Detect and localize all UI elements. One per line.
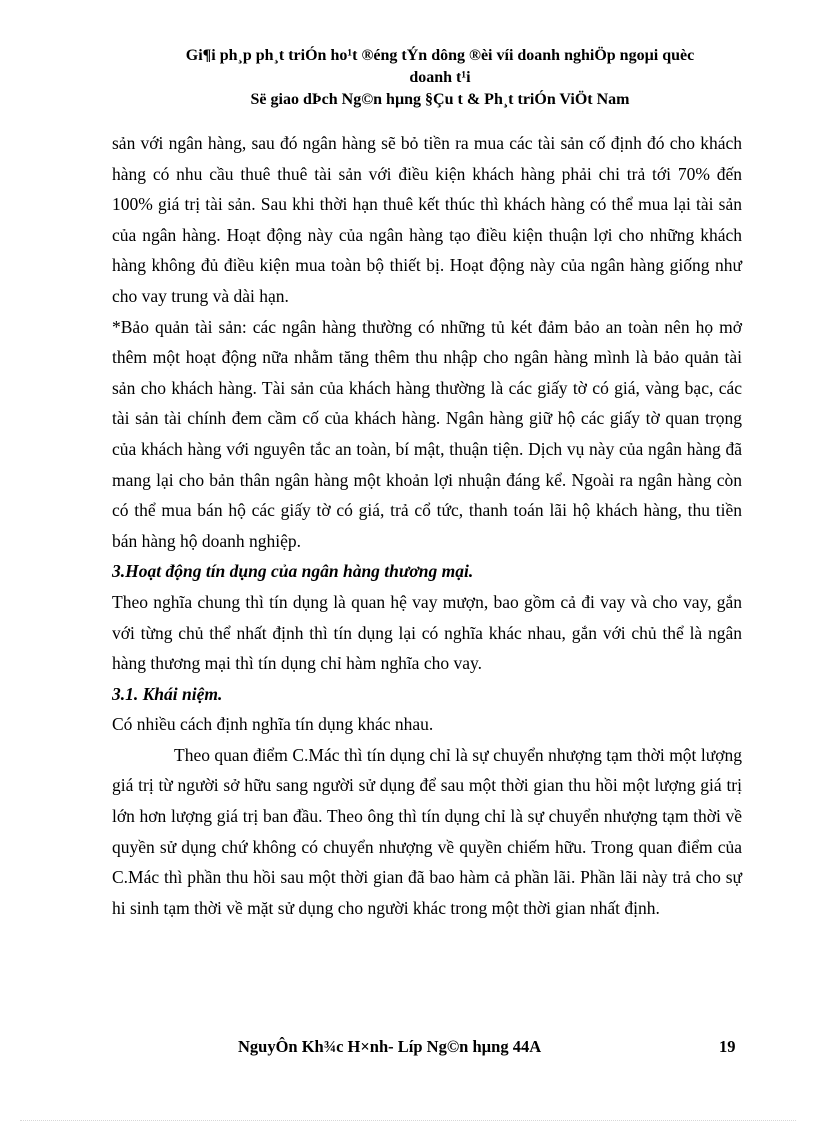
page-header xyxy=(100,45,780,111)
footer-author: NguyÔn Kh¾c H×nh- Líp Ng©n hµng 44A xyxy=(238,1037,542,1056)
paragraph-leasing: sản với ngân hàng, sau đó ngân hàng sẽ bỏ tiền ra mua các tài sản cố định đó cho khách hàng có nhu cầu thuê thuê tài sản với điều kiện khách hàng phải chi trả tới 70% đến 100% giá trị tài sản. Sau khi thời hạn thuê kết thúc thì khách hàng có thể mua lại tài sản của ngân hàng. Hoạt động này của ngân hàng tạo điều kiện thuận lợi cho những khách hàng không đủ điều kiện mua toàn bộ thiết bị. Hoạt động này của ngân hàng giống như cho vay trung và dài hạn. xyxy=(112,133,742,306)
page-number: 19 xyxy=(719,1037,736,1056)
paragraph-asset-safekeeping: *Bảo quản tài sản: các ngân hàng thường có những tủ két đảm bảo an toàn nên họ mở thêm một hoạt động nữa nhằm tăng thêm thu nhập cho ngân hàng mình là bảo quản tài sản cho khách hàng. Tài sản của khách hàng thường là các giấy tờ có giá, vàng bạc, các tài sản tài chính đem cầm cố của khách hàng. Ngân hàng giữ hộ các giấy tờ quan trọng của khách hàng với nguyên tắc an toàn, bí mật, thuận tiện. Dịch vụ này của ngân hàng đã mang lại cho bản thân ngân hàng một khoản lợi nhuận đáng kể. Ngoài ra ngân hàng còn có thể mua bán hộ các giấy tờ có giá, trả cổ tức, thanh toán lãi hộ khách hàng, thu tiền bán hàng hộ doanh nghiệp. xyxy=(112,316,742,551)
paragraph-definitions-intro: Có nhiều cách định nghĩa tín dụng khác nhau. xyxy=(112,714,434,735)
paragraph-credit-meaning: Theo nghĩa chung thì tín dụng là quan hệ vay mượn, bao gồm cả đi vay và cho vay, gắn với từng chủ thể nhất định thì tín dụng lại có nghĩa khác nhau, gắn với chủ thể là ngân hàng thương mại thì tín dụng chỉ hàm nghĩa cho vay. xyxy=(112,591,742,674)
paragraph-marx-view: Theo quan điểm C.Mác thì tín dụng chỉ là sự chuyển nhượng tạm thời một lượng giá trị từ người sở hữu sang người sử dụng để sau một thời gian thu hồi một lượng giá trị lớn hơn lượng giá trị ban đầu. Theo ông thì tín dụng chỉ là sự chuyển nhượng tạm thời về quyền sử dụng chứ không có chuyển nhượng về quyền chiếm hữu. Trong quan điểm của C.Mác thì phần thu hồi sau một thời gian đã bao hàm cả phần lãi. Phần lãi này trả cho sự hi sinh tạm thời về mặt sử dụng cho người khác trong một thời gian nhất định. xyxy=(112,744,742,918)
header-title-line-3: Së giao dÞch Ng©n hµng §Çu t & Ph¸t triÓn ViÖt Nam xyxy=(250,91,630,108)
page-body xyxy=(112,128,742,923)
section-heading-credit-activity: 3.Hoạt động tín dụng của ngân hàng thương mại. xyxy=(112,561,474,582)
header-title-line-1: Gi¶i ph¸p ph¸t triÓn ho¹t ®éng tÝn dông ®èi víi doanh nghiÖp ngoµi quèc xyxy=(185,47,695,64)
bottom-divider xyxy=(20,1120,796,1121)
section-heading-concept: 3.1. Khái niệm. xyxy=(112,683,223,704)
header-title-line-2: doanh t¹i xyxy=(409,69,471,86)
